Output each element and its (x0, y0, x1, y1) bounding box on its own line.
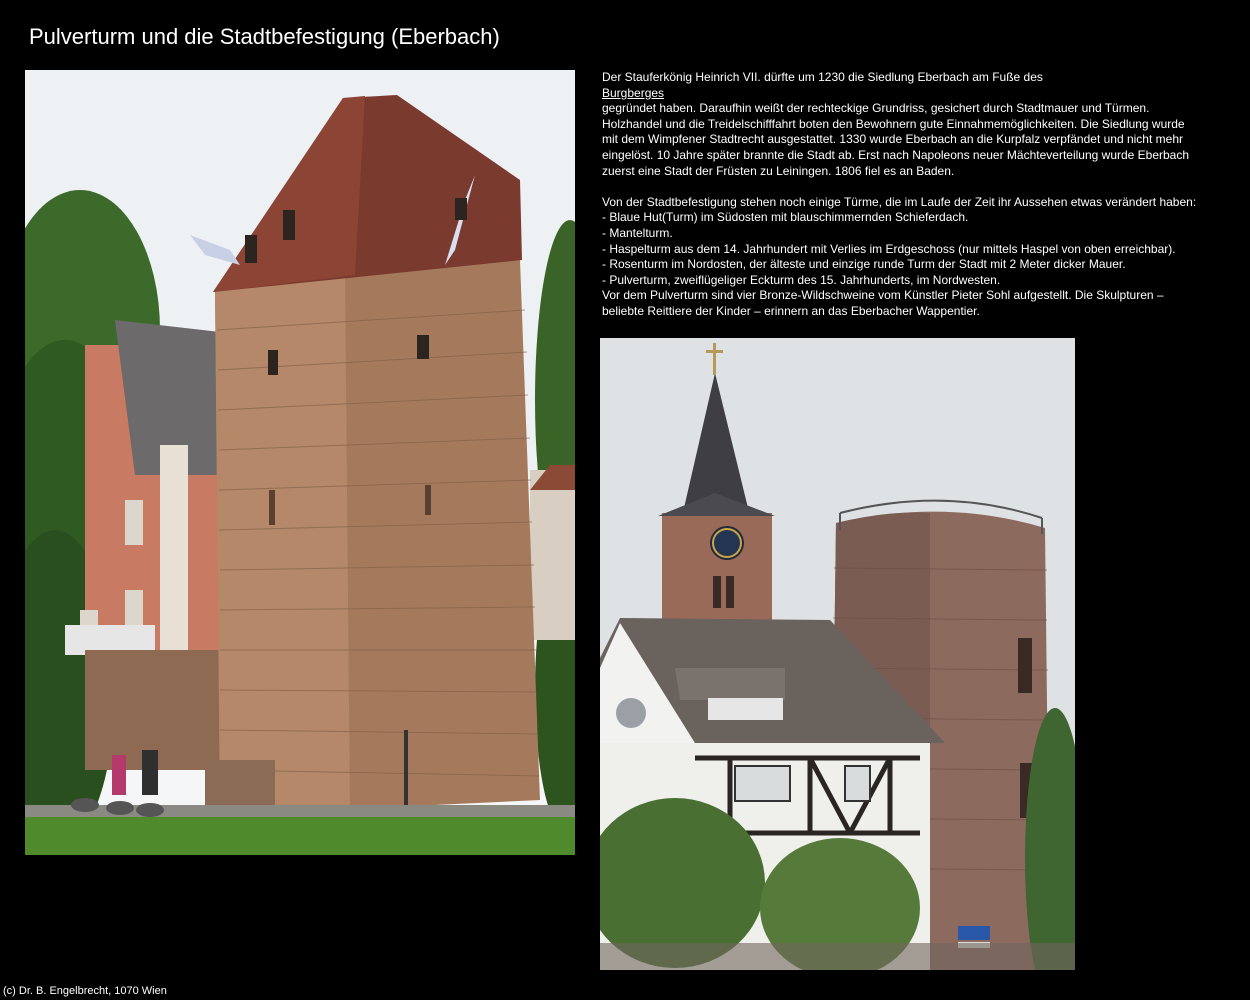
tower-list-item: - Pulverturm, zweiflügeliger Eckturm des 15. Jahrhunderts, im Nordwesten. (602, 272, 1001, 287)
description-line: beliebte Reittiere der Kinder – erinnern an das Eberbacher Wappentier. (602, 303, 980, 318)
page-title: Pulverturm und die Stadtbefestigung (Eberbach) (29, 24, 500, 49)
paragraph-history (602, 70, 1242, 179)
burgberges-link[interactable]: Burgberges (602, 85, 665, 100)
tower-list-item: - Mantelturm. (602, 225, 673, 240)
tower-list-item: - Blaue Hut(Turm) im Südosten mit blauschimmernden Schieferdach. (602, 210, 969, 225)
copyright-notice: (c) Dr. B. Engelbrecht, 1070 Wien (3, 985, 167, 997)
description-line: Vor dem Pulverturm sind vier Bronze-Wildschweine vom Künstler Pieter Sohl aufgestellt. Die Skulpturen – (602, 288, 1164, 303)
description-line: mit dem Wimpfener Stadtrecht ausgestattet. 1330 wurde Eberbach an die Kurpfalz verpfändet und nicht mehr (602, 132, 1183, 147)
photo-pulverturm[interactable] (25, 70, 575, 855)
description-line: Von der Stadtbefestigung stehen noch einige Türme, die im Laufe der Zeit ihr Aussehen etwas verändert haben: (602, 194, 1197, 209)
description-line: eingelöst. 10 Jahre später brannte die Stadt ab. Erst nach Napoleons neuer Mächteverteilung wurde Eberbach (602, 147, 1190, 162)
description-line: Holzhandel und die Treidelschifffahrt boten den Bewohnern gute Einnahmemöglichkeiten. Die Siedlung wurde (602, 116, 1185, 131)
rosenturm-image (600, 338, 1075, 970)
pulverturm-image (25, 70, 575, 855)
paragraph-towers (602, 195, 1242, 320)
paragraph-gap (602, 179, 1242, 195)
tower-list-item: - Rosenturm im Nordosten, der älteste und einzige runde Turm der Stadt mit 2 Meter dicker Mauer. (602, 257, 1126, 272)
photo-rosenturm[interactable] (600, 338, 1075, 970)
tower-list-item: - Haspelturm aus dem 14. Jahrhundert mit Verlies im Erdgeschoss (nur mittels Haspel von oben erreichbar). (602, 241, 1176, 256)
description-line: Der Stauferkönig Heinrich VII. dürfte um 1230 die Siedlung Eberbach am Fuße des (602, 70, 1043, 84)
description (602, 70, 1242, 320)
description-line: zuerst eine Stadt der Früsten zu Leiningen. 1806 fiel es an Baden. (602, 163, 955, 178)
description-line: gegründet haben. Daraufhin weißt der rechteckige Grundriss, gesichert durch Stadtmauer und Türmen. (602, 101, 1150, 116)
